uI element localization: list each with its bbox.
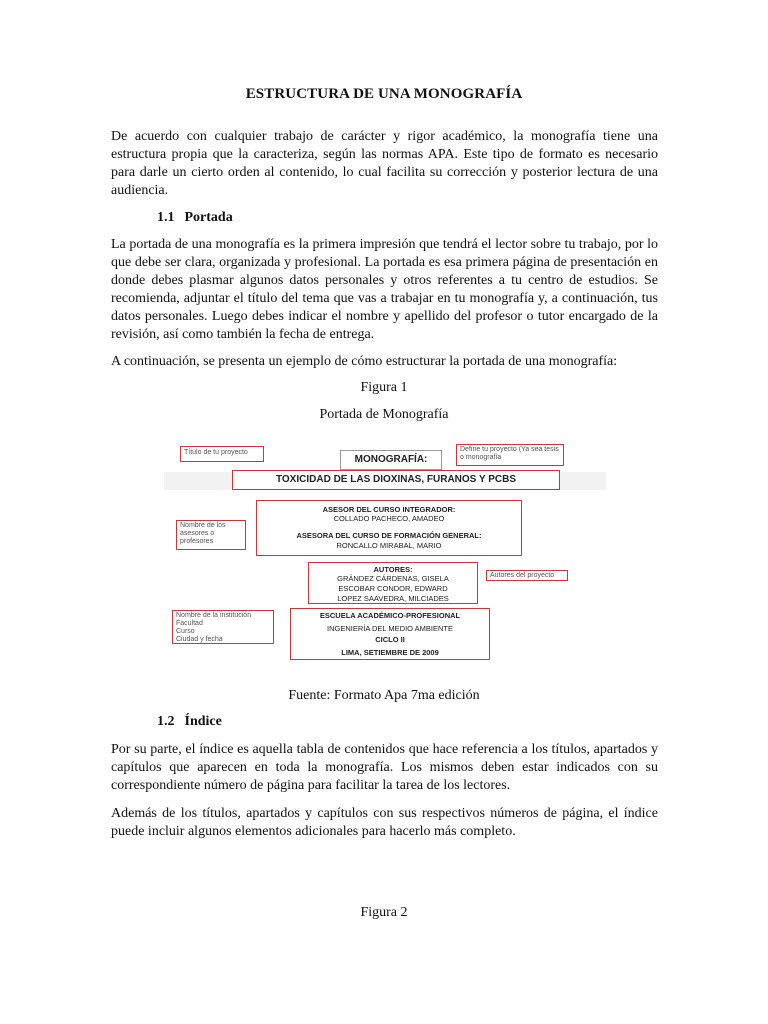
author-1: GRÁNDEZ CÁRDENAS, GISELA — [337, 574, 449, 583]
author-2: ESCOBAR CONDOR, EDWARD — [338, 584, 448, 593]
place-date-text: LIMA, SETIEMBRE DE 2009 — [341, 648, 439, 657]
note-institucion-line-3: Curso — [176, 628, 195, 635]
section-heading-portada — [157, 209, 233, 227]
portada-paragraph: La portada de una monografía es la primera impresión que tendrá el lector sobre tu trabajo, por lo que debe ser clara, organizada y profesional. La portada es esa primera página de presentación en donde debes plasmar algunos datos personales y otros referentes a tu centro de estudios. Se recomienda, adjuntar el título del tema que vas a trabajar en tu monografía y, a continuación, tus datos personales. Luego debes indicar el nombre y apellido del profesor o tutor encargado de la revisión, así como también la fecha de entrega. — [111, 237, 658, 342]
note-titulo: Título de tu proyecto — [180, 446, 264, 462]
program-text: INGENIERÍA DEL MEDIO AMBIENTE — [327, 624, 453, 633]
portada-lead-paragraph: A continuación, se presenta un ejemplo de cómo estructurar la portada de una monografía: — [111, 354, 618, 369]
section-number: 1.1 — [157, 210, 175, 225]
note-institucion-line-2: Facultad — [176, 620, 203, 627]
document-title: ESTRUCTURA DE UNA MONOGRAFÍA — [245, 86, 523, 102]
figure-1-source: Fuente: Formato Apa 7ma edición — [288, 688, 480, 703]
advisor-label: ASESOR DEL CURSO INTEGRADOR: — [322, 505, 456, 514]
topic-box — [232, 470, 560, 490]
institution-box — [290, 608, 490, 660]
advisor-name: COLLADO PACHECO, AMADEO — [333, 514, 445, 523]
topic-text: TOXICIDAD DE LAS DIOXINAS, FURANOS Y PCBS — [275, 474, 517, 485]
advisors-box — [256, 500, 522, 556]
note-asesores: Nombre de los asesores o profesores — [176, 520, 246, 550]
figure-1-caption: Portada de Monografía — [319, 407, 449, 422]
kind-text: MONOGRAFÍA: — [354, 454, 428, 465]
note-autores: Autores del proyecto — [486, 570, 568, 581]
indice-paragraph-2: Además de los títulos, apartados y capítulos con sus respectivos números de página, el índice puede incluir algunos elementos adicionales para hacerlo más completo. — [111, 806, 658, 839]
authors-box — [308, 562, 478, 604]
note-institucion-line-4: Ciudad y fecha — [176, 636, 223, 643]
advisor2-label: ASESORA DEL CURSO DE FORMACIÓN GENERAL: — [296, 531, 482, 540]
figure-2-label: Figura 2 — [360, 905, 408, 920]
section-number: 1.2 — [157, 714, 175, 729]
school-text: ESCUELA ACADÉMICO-PROFESIONAL — [319, 611, 461, 620]
note-institucion-line-1: Nombre de la institución — [176, 612, 252, 619]
indice-paragraph-1: Por su parte, el índice es aquella tabla de contenidos que hace referencia a los títulos, apartados y capítulos que aparecen en toda la monografía. Los mismos deben estar indicados con su correspondiente número de página para facilitar la tarea de los lectores. — [111, 742, 658, 793]
section-title: Portada — [184, 210, 233, 225]
figure-1-cover-example — [160, 436, 610, 668]
section-title: Índice — [184, 714, 222, 729]
author-3: LOPEZ SAAVEDRA, MILCIADES — [337, 594, 449, 603]
section-heading-indice — [157, 713, 222, 731]
intro-paragraph: De acuerdo con cualquier trabajo de carácter y rigor académico, la monografía tiene una estructura propia que la caracteriza, según las normas APA. Este tipo de formato es necesario para darle un cierto orden al contenido, lo cual facilita su corrección y posterior lectura de una audiencia. — [111, 129, 658, 198]
authors-label: AUTORES: — [373, 565, 413, 574]
cycle-text: CICLO II — [375, 635, 405, 644]
advisor2-name: RONCALLO MIRABAL, MARIO — [336, 541, 442, 550]
note-define: Define tu proyecto (Ya sea tesis o monografía — [456, 444, 564, 466]
figure-1-label: Figura 1 — [360, 380, 408, 395]
kind-box — [340, 450, 442, 470]
note-institucion — [172, 610, 274, 644]
